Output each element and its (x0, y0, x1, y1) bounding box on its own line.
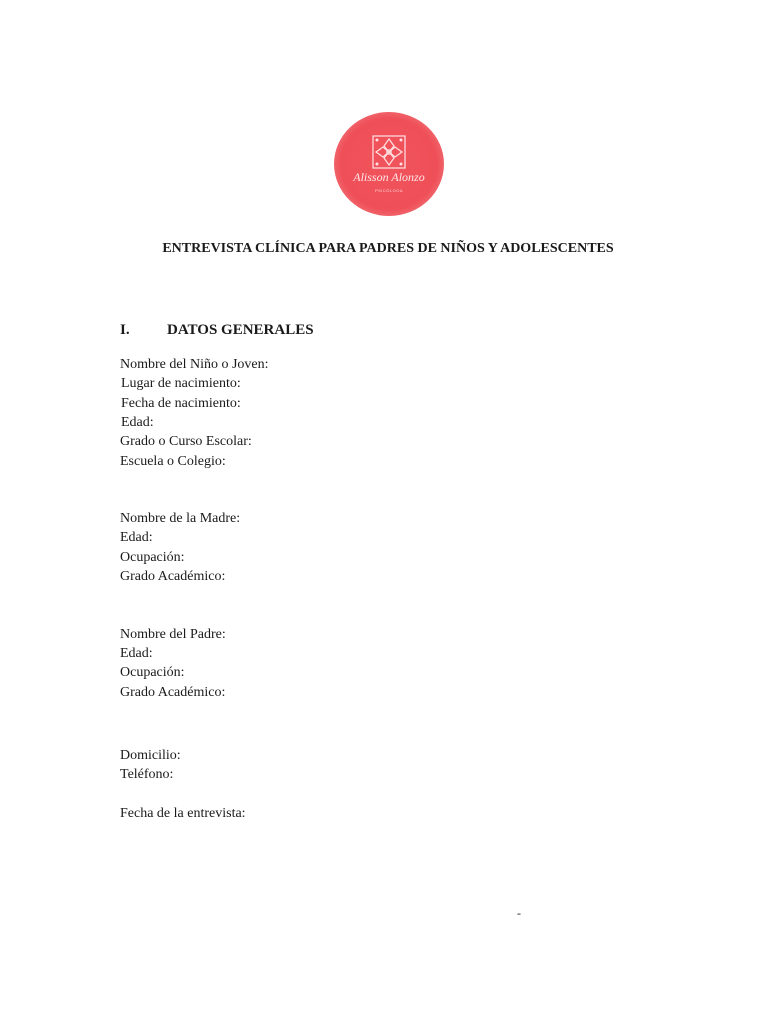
field-mother-age: Edad: (120, 530, 153, 545)
logo-subtitle: PSICÓLOGA (374, 188, 404, 193)
ornament-icon (371, 134, 407, 170)
field-father-age: Edad: (120, 646, 153, 661)
field-school-grade: Grado o Curso Escolar: (120, 434, 252, 449)
field-child-name: Nombre del Niño o Joven: (120, 357, 269, 372)
field-phone: Teléfono: (120, 767, 174, 782)
logo (334, 112, 444, 216)
field-address: Domicilio: (120, 748, 181, 763)
field-father-name: Nombre del Padre: (120, 627, 226, 642)
field-father-occupation: Ocupación: (120, 665, 185, 680)
field-child-age: Edad: (121, 415, 154, 430)
field-father-education: Grado Académico: (120, 685, 226, 700)
document-title: ENTREVISTA CLÍNICA PARA PADRES DE NIÑOS Y ADOLESCENTES (162, 241, 614, 256)
field-birthdate: Fecha de nacimiento: (121, 396, 241, 411)
field-mother-occupation: Ocupación: (120, 550, 185, 565)
footer-mark: - (517, 906, 521, 920)
section-number: I. (120, 322, 130, 338)
field-birthplace: Lugar de nacimiento: (121, 376, 241, 391)
field-mother-education: Grado Académico: (120, 569, 226, 584)
field-interview-date: Fecha de la entrevista: (120, 806, 246, 821)
logo-name: Alisson Alonzo (353, 170, 425, 184)
field-school: Escuela o Colegio: (120, 454, 226, 469)
section-title: DATOS GENERALES (167, 322, 314, 338)
field-mother-name: Nombre de la Madre: (120, 511, 241, 526)
section-heading (120, 322, 314, 339)
